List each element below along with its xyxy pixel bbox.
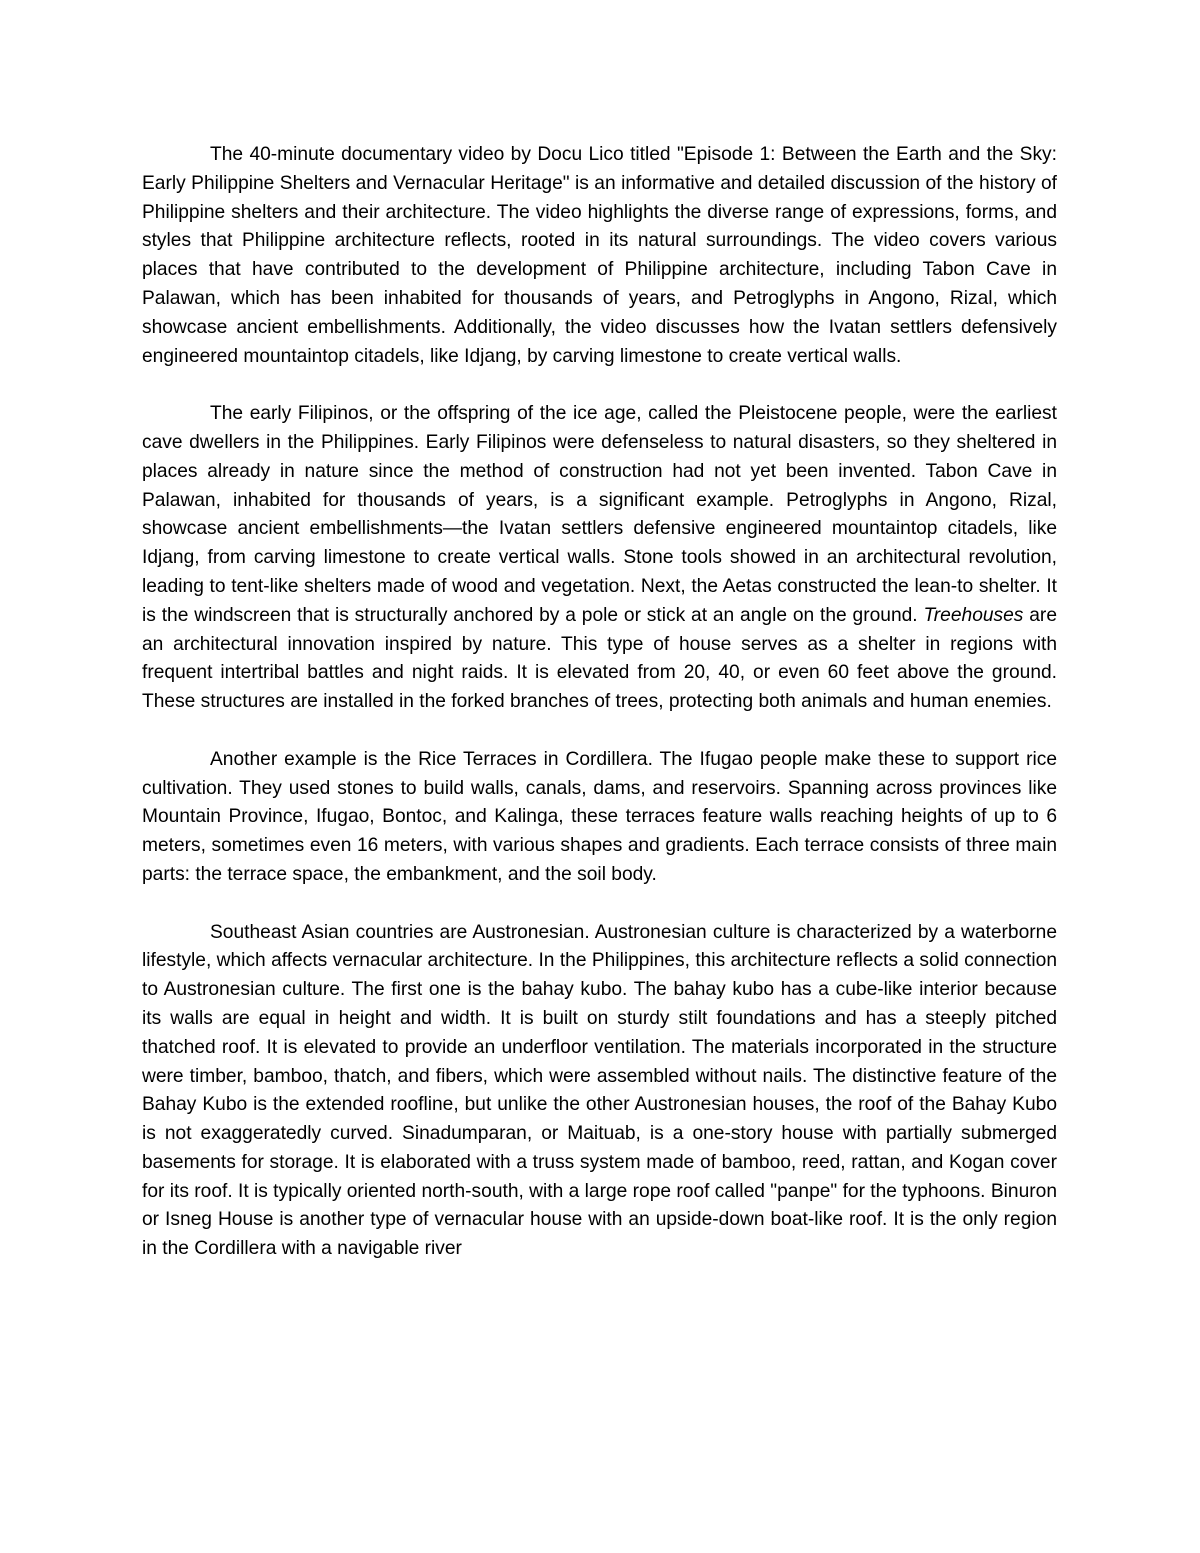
document-body — [142, 141, 1057, 1264]
treehouses-italic-term: Treehouses — [923, 604, 1024, 626]
paragraph-austronesian-architecture: Southeast Asian countries are Austronesian. Austronesian culture is characterized by a waterborne lifestyle, which affects vernacular architecture. In the Philippines, this architecture reflects a solid connection to Austronesian culture. The first one is the bahay kubo. The bahay kubo has a cube-like interior because its walls are equal in height and width. It is built on sturdy stilt foundations and has a steeply pitched thatched roof. It is elevated to provide an underfloor ventilation. The materials incorporated in the structure were timber, bamboo, thatch, and fibers, which were assembled without nails. The distinctive feature of the Bahay Kubo is the extended roofline, but unlike the other Austronesian houses, the roof of the Bahay Kubo is not exaggeratedly curved. Sinadumparan, or Maituab, is a one-story house with partially submerged basements for storage. It is elaborated with a truss system made of bamboo, reed, rattan, and Kogan cover for its roof. It is typically oriented north-south, with a large rope roof called "panpe" for the typhoons. Binuron or Isneg House is another type of vernacular house with an upside-down boat-like roof. It is the only region in the Cordillera with a navigable river — [142, 921, 1057, 1260]
paragraph-documentary-summary: The 40-minute documentary video by Docu Lico titled "Episode 1: Between the Earth and the Sky: Early Philippine Shelters and Vernacular Heritage" is an informative and detailed discussion of the history of Philippine shelters and their architecture. The video highlights the diverse range of expressions, forms, and styles that Philippine architecture reflects, rooted in its natural surroundings. The video covers various places that have contributed to the development of Philippine architecture, including Tabon Cave in Palawan, which has been inhabited for thousands of years, and Petroglyphs in Angono, Rizal, which showcase ancient embellishments. Additionally, the video discusses how the Ivatan settlers defensively engineered mountaintop citadels, like Idjang, by carving limestone to create vertical walls. — [142, 144, 1057, 367]
paragraph-early-shelters-text-1: The early Filipinos, or the offspring of the ice age, called the Pleistocene people, were the earliest cave dwellers in the Philippines. Early Filipinos were defenseless to natural disasters, so they sheltered in places already in nature since the method of construction had not yet been invented. Tabon Cave in Palawan, inhabited for thousands of years, is a significant example. Petroglyphs in Angono, Rizal, showcase ancient embellishments—the Ivatan settlers defensive engineered mountaintop citadels, like Idjang, from carving limestone to create vertical walls. Stone tools showed in an architectural revolution, leading to tent-like shelters made of wood and vegetation. Next, the Aetas constructed the lean-to shelter. It is the windscreen that is structurally anchored by a pole or stick at an angle on the ground. — [142, 403, 1057, 626]
paragraph-early-shelters — [142, 400, 1057, 717]
paragraph-rice-terraces: Another example is the Rice Terraces in Cordillera. The Ifugao people make these to support rice cultivation. They used stones to build walls, canals, dams, and reservoirs. Spanning across provinces like Mountain Province, Ifugao, Bontoc, and Kalinga, these terraces feature walls reaching heights of up to 6 meters, sometimes even 16 meters, with various shapes and gradients. Each terrace consists of three main parts: the terrace space, the embankment, and the soil body. — [142, 748, 1057, 885]
paragraph-early-shelters-text-2: are an architectural innovation inspired by nature. This type of house serves as a shelter in regions with frequent intertribal battles and night raids. It is elevated from 20, 40, or even 60 feet above the ground. These structures are installed in the forked branches of trees, protecting both animals and human enemies. — [142, 604, 1057, 713]
